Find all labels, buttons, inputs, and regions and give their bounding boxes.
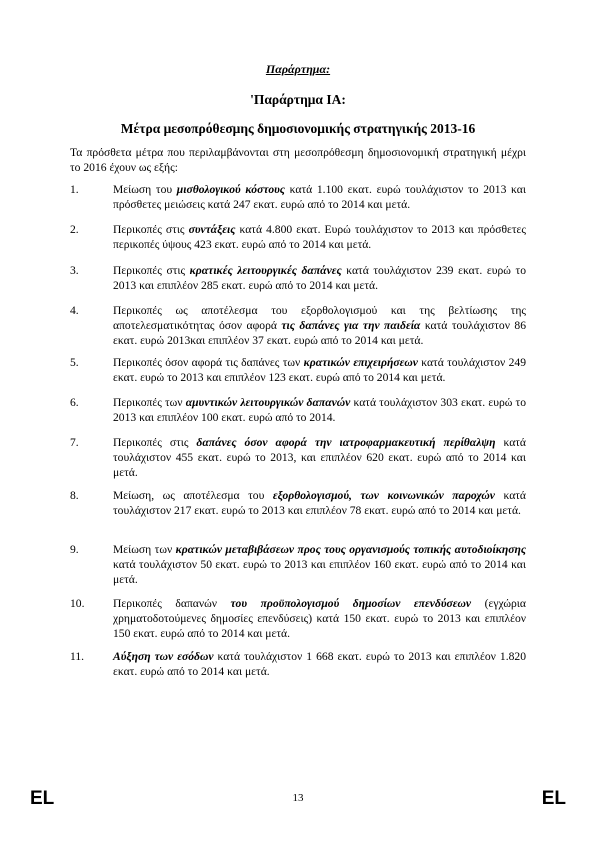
item-text: Περικοπές στις δαπάνες όσον αφορά την ιατροφαρμακευτική περίθαλψη κατά τουλάχιστον 455 εκατ. ευρώ το 2013, και επιπλέον 620 εκατ. ευρώ από το 2014 και μετά.: [113, 436, 527, 479]
item-text: Μείωση των κρατικών μεταβιβάσεων προς τους οργανισμούς τοπικής αυτοδιοίκησης κατά τουλάχιστον 50 εκατ. ευρώ το 2013 και επιπλέον 160 εκατ. ευρώ από το 2014 και μετά.: [113, 543, 526, 586]
item-number: 10.: [70, 597, 85, 610]
list-item: [70, 304, 526, 348]
item-emphasis: συντάξεις: [188, 223, 236, 236]
item-emphasis: μισθολογικού κόστους: [176, 183, 285, 196]
list-item: [70, 223, 526, 253]
list-item: [70, 543, 526, 587]
item-emphasis: του προϋπολογισμού δημοσίων επενδύσεων: [230, 597, 472, 610]
item-number: 5.: [70, 356, 79, 369]
item-emphasis: κρατικές λειτουργικές δαπάνες: [189, 264, 342, 277]
item-text: Περικοπές ως αποτέλεσμα του εξορθολογισμού και της βελτίωσης της αποτελεσματικότητας όσον αφορά τις δαπάνες για την παιδεία κατά τουλάχιστον 86 εκατ. ευρώ 2013και επιπλέον 37 εκατ. ευρώ από το 2014 και μετά.: [113, 304, 526, 347]
footer-language-code-right: EL: [541, 788, 566, 809]
item-text: Περικοπές στις συντάξεις κατά 4.800 εκατ. Ευρώ τουλάχιστον το 2013 και πρόσθετες περικοπές ύψους 423 εκατ. ευρώ από το 2014 και μετά.: [113, 223, 526, 251]
item-number: 9.: [70, 543, 79, 556]
item-number: 6.: [70, 396, 79, 409]
list-item: [70, 597, 526, 641]
item-number: 8.: [70, 489, 79, 502]
item-emphasis: εξορθολογισμού, των κοινωνικών παροχών: [272, 489, 495, 502]
item-emphasis: αμυντικών λειτουργικών δαπανών: [185, 396, 351, 409]
list-item: [70, 396, 526, 426]
item-text: Μείωση του μισθολογικού κόστους κατά 1.100 εκατ. ευρώ τουλάχιστον το 2013 και πρόσθετες μειώσεις κατά 247 εκατ. ευρώ από το 2014 και μετά.: [113, 183, 526, 211]
item-number: 7.: [70, 436, 79, 449]
list-item: [70, 489, 526, 519]
item-emphasis: κρατικών επιχειρήσεων: [303, 356, 418, 369]
item-number: 2.: [70, 223, 79, 236]
item-text: Μείωση, ως αποτέλεσμα του εξορθολογισμού, των κοινωνικών παροχών κατά τουλάχιστον 217 εκατ. ευρώ το 2013 και επιπλέον 78 εκατ. ευρώ από το 2014 και μετά.: [113, 489, 526, 517]
item-number: 4.: [70, 304, 79, 317]
item-number: 3.: [70, 264, 79, 277]
item-text: Περικοπές των αμυντικών λειτουργικών δαπανών κατά τουλάχιστον 303 εκατ. ευρώ το 2013 και επιπλέον 100 εκατ. ευρώ από το 2014.: [113, 396, 526, 424]
item-number: 11.: [70, 650, 85, 663]
intro-paragraph: Τα πρόσθετα μέτρα που περιλαμβάνονται στη μεσοπρόθεσμη δημοσιονομική στρατηγική μέχρι το 2016 έχουν ως εξής:: [70, 146, 526, 174]
list-item: [70, 436, 526, 480]
list-item: [70, 650, 526, 680]
annex-label: Παράρτημα:: [265, 62, 331, 76]
page-number: 13: [292, 792, 304, 804]
item-emphasis: δαπάνες όσον αφορά την ιατροφαρμακευτική περίθαλψη: [196, 436, 496, 449]
list-item: [70, 183, 526, 213]
item-text: Περικοπές όσον αφορά τις δαπάνες των κρατικών επιχειρήσεων κατά τουλάχιστον 249 εκατ. ευρώ το 2013 και επιπλέον 123 εκατ. ευρώ από το 2014 και μετά.: [113, 356, 527, 384]
item-emphasis: τις δαπάνες για την παιδεία: [281, 318, 421, 332]
item-text: Περικοπές δαπανών του προϋπολογισμού δημοσίων επενδύσεων (εγχώρια χρηματοδοτούμενες δημοσίες επενδύσεις) κατά 150 εκατ. ευρώ το 2013 και επιπλέον 150 εκατ. ευρώ από το 2014 και μετά.: [113, 597, 526, 640]
list-item: [70, 264, 526, 294]
annex-title: 'Παράρτημα ΙΑ:: [250, 92, 346, 107]
item-number: 1.: [70, 183, 79, 196]
main-title: Μέτρα μεσοπρόθεσμης δημοσιονομικής στρατηγικής 2013-16: [120, 121, 476, 136]
item-emphasis: Αύξηση των εσόδων: [113, 650, 214, 663]
list-item: [70, 356, 526, 386]
footer-language-code-left: EL: [30, 788, 55, 809]
item-text: Περικοπές στις κρατικές λειτουργικές δαπάνες κατά τουλάχιστον 239 εκατ. ευρώ το 2013 και επιπλέον 285 εκατ. ευρώ από το 2014 και μετά.: [113, 264, 526, 292]
item-text: Αύξηση των εσόδων κατά τουλάχιστον 1 668 εκατ. ευρώ το 2013 και επιπλέον 1.820 εκατ. ευρώ από το 2014 και μετά.: [113, 650, 526, 678]
item-emphasis: κρατικών μεταβιβάσεων προς τους οργανισμούς τοπικής αυτοδιοίκησης: [175, 543, 526, 556]
